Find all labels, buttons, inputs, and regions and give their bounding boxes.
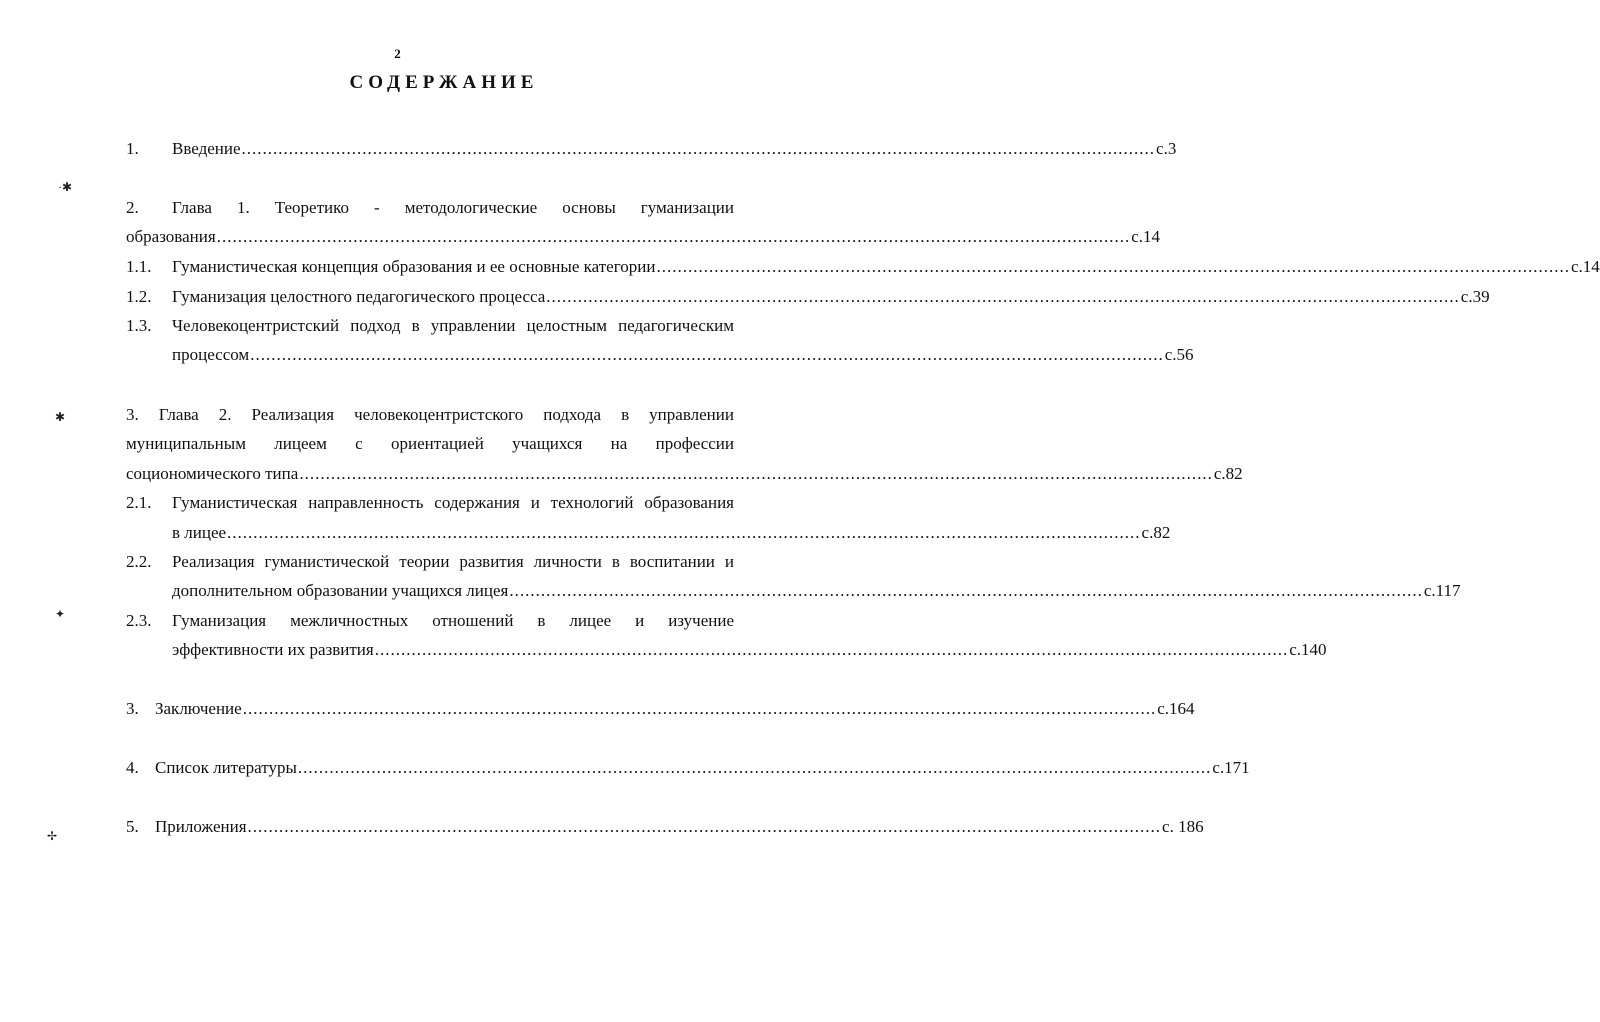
toc-entry-literature[interactable]	[155, 757, 1250, 779]
entry-page: с.3	[1156, 139, 1177, 158]
entry-title: Список литературы	[155, 758, 297, 777]
word: муниципальным	[126, 434, 246, 453]
dot-leader: ..............................................................................................................................................................................	[297, 758, 1212, 777]
word: 1.	[236, 198, 250, 217]
page-number: 2	[394, 46, 401, 61]
word: лицеем	[274, 434, 327, 453]
word: профессии	[655, 434, 734, 453]
dot-leader: ..............................................................................................................................................................................	[242, 699, 1157, 718]
toc-entry-intro[interactable]	[172, 138, 1177, 160]
entry-page: с.56	[1164, 345, 1194, 364]
toc-entry-chapter1-line1[interactable]	[172, 197, 734, 219]
word: лицее	[569, 611, 612, 630]
entry-title: Приложения	[155, 817, 247, 836]
word: изучение	[668, 611, 734, 630]
word: Реализация	[251, 405, 335, 424]
toc-title: СОДЕРЖАНИЕ	[349, 72, 539, 93]
word: управлении	[649, 405, 734, 424]
word: и	[635, 611, 645, 630]
toc-entry-2-3-line2[interactable]	[172, 639, 1327, 661]
word: в	[537, 611, 546, 630]
entry-page: с.82	[1141, 523, 1171, 542]
word: Теоретико	[274, 198, 350, 217]
entry-number: 2.3.	[126, 611, 152, 630]
entry-title: дополнительном образовании учащихся лицея	[172, 581, 509, 600]
dot-leader: ..............................................................................................................................................................................	[656, 257, 1570, 276]
entry-title: эффективности их развития	[172, 640, 374, 659]
entry-number: 2.2.	[126, 552, 152, 571]
entry-number: 2.	[126, 198, 139, 217]
entry-number: 1.	[126, 139, 139, 158]
entry-number: 1.1.	[126, 257, 152, 276]
entry-number: 1.3.	[126, 316, 152, 335]
word: в	[621, 405, 630, 424]
dot-leader: ..............................................................................................................................................................................	[216, 227, 1131, 246]
toc-entry-2-1-line1[interactable]: Гуманистическая направленность содержания и технологий образования	[172, 493, 734, 512]
toc-entry-chapter2-line2[interactable]	[126, 433, 734, 455]
word: методологические	[404, 198, 538, 217]
entry-page: с.39	[1460, 287, 1490, 306]
toc-entry-chapter1-line2[interactable]	[126, 226, 1160, 248]
word: гуманизации	[640, 198, 734, 217]
entry-title: образования	[126, 227, 216, 246]
toc-entry-chapter2-line3[interactable]	[126, 463, 1243, 485]
entry-number: 3.	[126, 699, 139, 718]
word: человекоцентристского	[354, 405, 524, 424]
toc-entry-1-3-line2[interactable]	[172, 344, 1194, 366]
scan-mark: ·✱	[58, 180, 73, 194]
dot-leader: ..............................................................................................................................................................................	[241, 139, 1156, 158]
entry-number: 4.	[126, 758, 139, 777]
entry-number: 2.1.	[126, 493, 152, 512]
word: ориентацией	[391, 434, 484, 453]
toc-entry-1-1[interactable]	[172, 256, 1600, 278]
entry-title: Гуманизация целостного педагогического процесса	[172, 287, 546, 306]
toc-entry-2-2-line1[interactable]: Реализация гуманистической теории развития личности в воспитании и	[172, 552, 734, 571]
dot-leader: ..............................................................................................................................................................................	[509, 581, 1423, 600]
word: на	[610, 434, 628, 453]
word: Глава	[158, 405, 199, 424]
word: Глава	[172, 198, 212, 217]
dot-leader: ..............................................................................................................................................................................	[227, 523, 1141, 542]
entry-page: с.117	[1423, 581, 1461, 600]
toc-entry-2-1-line2[interactable]	[172, 522, 1171, 544]
word: учащихся	[512, 434, 583, 453]
word: отношений	[432, 611, 514, 630]
entry-title: Заключение	[155, 699, 242, 718]
entry-page: с.14	[1131, 227, 1160, 246]
scan-mark: ✱	[55, 410, 66, 424]
toc-entry-2-2-line2[interactable]	[172, 580, 1461, 602]
word: -	[374, 198, 380, 217]
toc-entry-conclusion[interactable]	[155, 698, 1195, 720]
toc-entry-chapter2-line1[interactable]	[126, 404, 734, 426]
word: с	[355, 434, 363, 453]
dot-leader: ..............................................................................................................................................................................	[299, 464, 1213, 483]
entry-number: 5.	[126, 817, 139, 836]
toc-entry-2-3-line1[interactable]	[172, 610, 734, 632]
entry-page: с. 186	[1162, 817, 1204, 836]
dot-leader: ..............................................................................................................................................................................	[546, 287, 1460, 306]
word: Гуманизация	[172, 611, 267, 630]
entry-title: Гуманистическая концепция образования и ее основные категории	[172, 257, 656, 276]
entry-number: 1.2.	[126, 287, 152, 306]
entry-title: в лицее	[172, 523, 227, 542]
entry-title: социономического типа	[126, 464, 299, 483]
word: 3.	[126, 405, 139, 424]
toc-entry-appendix[interactable]	[155, 816, 1204, 838]
word: межличностных	[290, 611, 409, 630]
entry-title: Введение	[172, 139, 241, 158]
toc-entry-1-3-line1[interactable]: Человекоцентристский подход в управлении целостным педагогическим	[172, 316, 734, 335]
entry-page: с.14	[1570, 257, 1600, 276]
entry-page: с.171	[1212, 758, 1250, 777]
entry-page: с.164	[1157, 699, 1195, 718]
entry-page: с.82	[1213, 464, 1243, 483]
word: подхода	[543, 405, 602, 424]
toc-entry-1-2[interactable]	[172, 286, 1490, 308]
word: основы	[562, 198, 616, 217]
dot-leader: ..............................................................................................................................................................................	[247, 817, 1162, 836]
scan-mark: ✢	[47, 829, 58, 843]
entry-page: с.140	[1289, 640, 1327, 659]
dot-leader: ..............................................................................................................................................................................	[374, 640, 1289, 659]
scan-mark: ✦	[55, 607, 66, 621]
entry-title: процессом	[172, 345, 250, 364]
word: 2.	[218, 405, 232, 424]
dot-leader: ..............................................................................................................................................................................	[250, 345, 1164, 364]
